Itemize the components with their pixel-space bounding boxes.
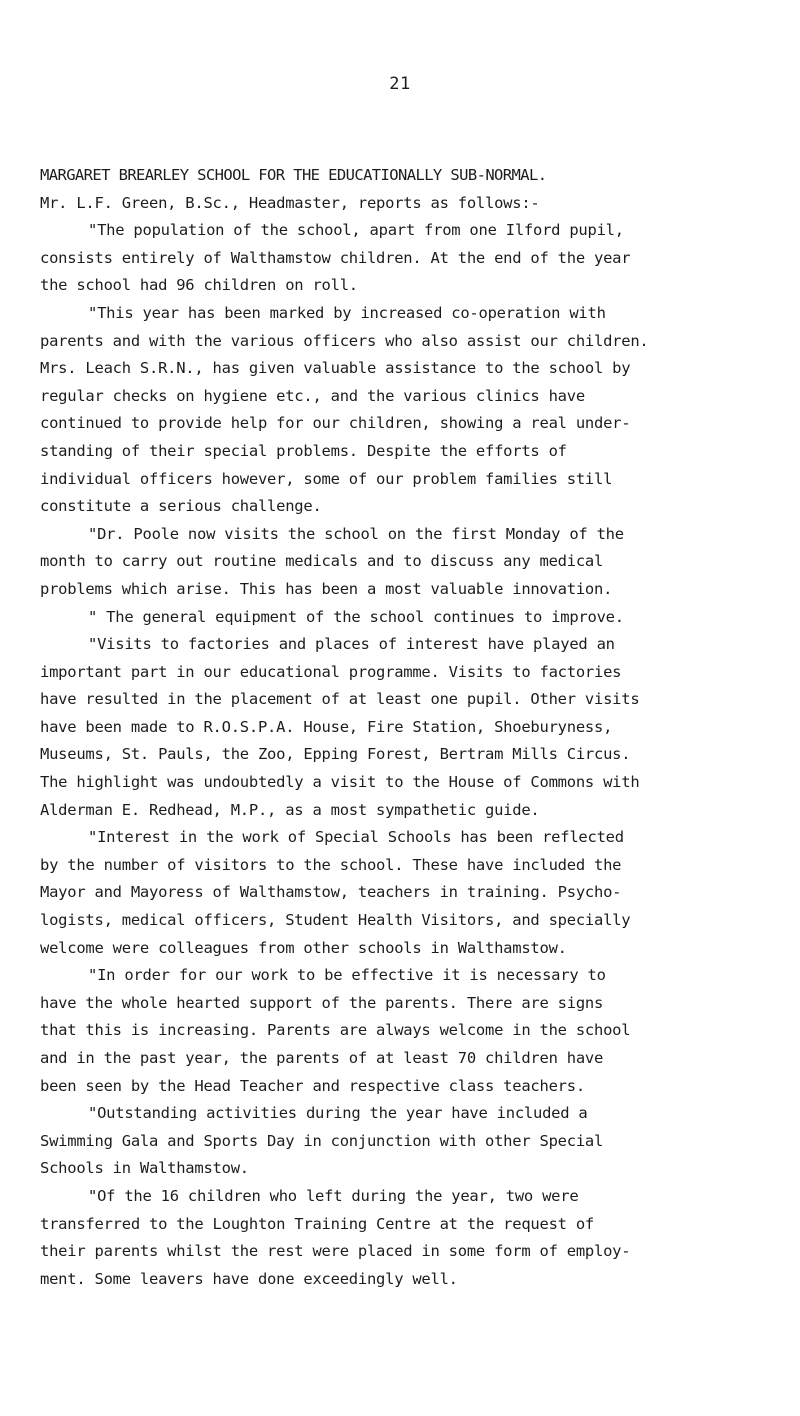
paragraph-line: Mayor and Mayoress of Walthamstow, teachers in training. Psycho- (40, 883, 622, 902)
paragraph-line: transferred to the Loughton Training Centre at the request of (40, 1214, 594, 1233)
paragraph (40, 1183, 770, 1293)
paragraph (40, 631, 770, 824)
page-number: 21 (389, 74, 411, 94)
report-body (40, 162, 770, 1293)
paragraph-line: important part in our educational programme. Visits to factories (40, 662, 622, 681)
paragraph-line: "Outstanding activities during the year have included a (88, 1104, 588, 1123)
paragraph-line: have resulted in the placement of at least one pupil. Other visits (40, 690, 640, 709)
paragraph-line: constitute a serious challenge. (40, 497, 322, 516)
paragraph-line: ment. Some leavers have done exceedingly well. (40, 1269, 458, 1288)
paragraph-line: that this is increasing. Parents are always welcome in the school (40, 1021, 631, 1040)
paragraph (40, 962, 770, 1100)
paragraph-line: their parents whilst the rest were placed in some form of employ- (40, 1242, 631, 1261)
paragraph-line: "Visits to factories and places of interest have played an (88, 635, 615, 654)
paragraph-line: Swimming Gala and Sports Day in conjunction with other Special (40, 1131, 604, 1150)
paragraph-line: "Dr. Poole now visits the school on the first Monday of the (88, 524, 624, 543)
paragraph-line: Alderman E. Redhead, M.P., as a most sympathetic guide. (40, 800, 540, 819)
paragraph-line: have been made to R.O.S.P.A. House, Fire Station, Shoeburyness, (40, 717, 613, 736)
paragraph-line: "The population of the school, apart from one Ilford pupil, (88, 221, 624, 240)
paragraph-line: consists entirely of Walthamstow children. At the end of the year (40, 248, 631, 267)
paragraph-line: "In order for our work to be effective it is necessary to (88, 966, 606, 985)
paragraph-line: The highlight was undoubtedly a visit to the House of Commons with (40, 773, 640, 792)
paragraph (40, 521, 770, 604)
paragraph (40, 217, 770, 300)
paragraph-line: been seen by the Head Teacher and respective class teachers. (40, 1076, 585, 1095)
paragraph-line: standing of their special problems. Despite the efforts of (40, 441, 567, 460)
section-heading: MARGARET BREARLEY SCHOOL FOR THE EDUCATIONALLY SUB-NORMAL. (40, 166, 547, 184)
paragraph-line: Museums, St. Pauls, the Zoo, Epping Forest, Bertram Mills Circus. (40, 745, 631, 764)
paragraph-line: parents and with the various officers who also assist our children. (40, 331, 649, 350)
paragraph-line: month to carry out routine medicals and to discuss any medical (40, 552, 604, 571)
paragraph-line: " The general equipment of the school continues to improve. (88, 607, 624, 626)
paragraph (40, 300, 770, 521)
paragraph-line: Mrs. Leach S.R.N., has given valuable assistance to the school by (40, 359, 631, 378)
paragraph-line: and in the past year, the parents of at least 70 children have (40, 1049, 604, 1067)
paragraph-line: Schools in Walthamstow. (40, 1159, 249, 1178)
paragraph-line: "Of the 16 children who left during the year, two were (88, 1186, 579, 1205)
paragraph-line: have the whole hearted support of the parents. There are signs (40, 993, 604, 1012)
paragraph-line: logists, medical officers, Student Health Visitors, and specially (40, 911, 631, 930)
paragraphs (40, 217, 770, 1293)
intro-line: Mr. L.F. Green, B.Sc., Headmaster, reports as follows:- (40, 193, 540, 212)
paragraph-line: "This year has been marked by increased co-operation with (88, 303, 606, 322)
paragraph-line: regular checks on hygiene etc., and the various clinics have (40, 386, 585, 405)
paragraph-line: the school had 96 children on roll. (40, 276, 358, 295)
paragraph-line: problems which arise. This has been a most valuable innovation. (40, 579, 613, 598)
paragraph (40, 824, 770, 962)
paragraph-line: individual officers however, some of our problem families still (40, 469, 613, 488)
paragraph-line: by the number of visitors to the school. These have included the (40, 855, 622, 874)
paragraph (40, 604, 770, 632)
paragraph (40, 1100, 770, 1183)
paragraph-line: "Interest in the work of Special Schools has been reflected (88, 828, 624, 847)
paragraph-line: welcome were colleagues from other schools in Walthamstow. (40, 938, 567, 957)
paragraph-line: continued to provide help for our children, showing a real under- (40, 414, 631, 433)
